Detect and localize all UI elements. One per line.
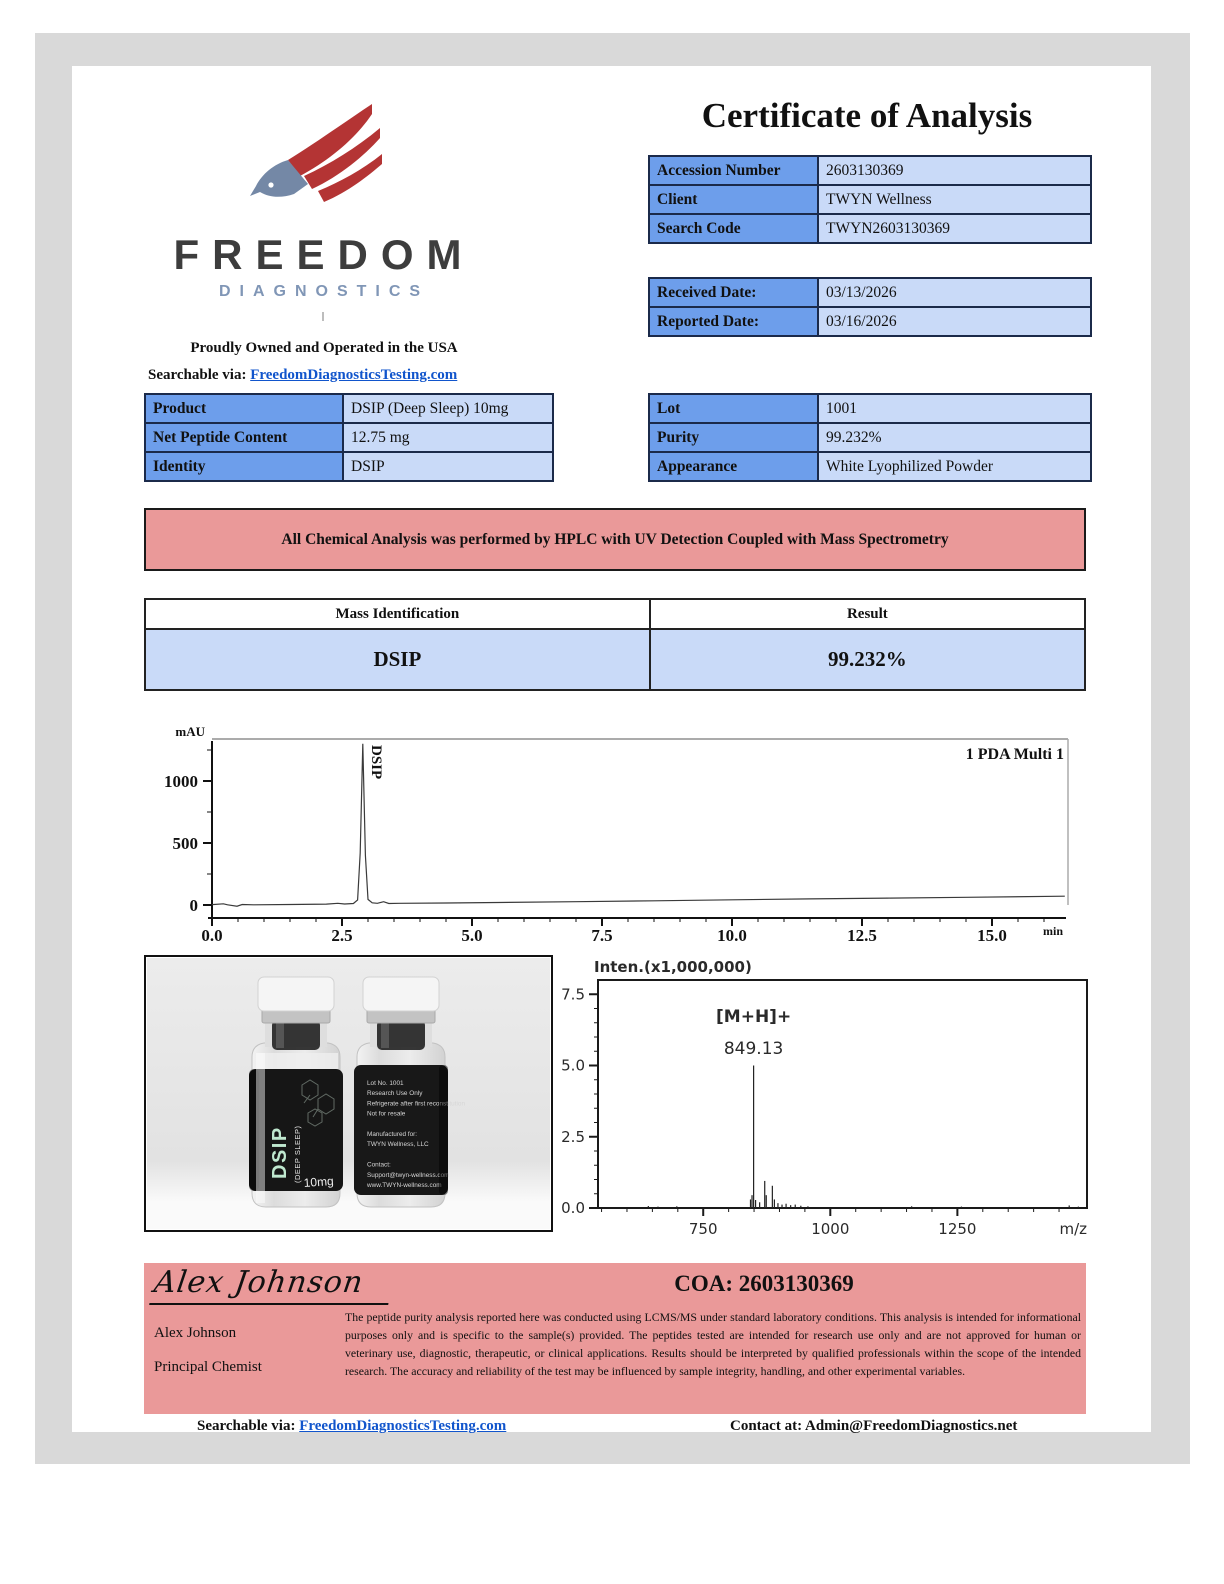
row-value: 99.232% [818,423,1091,452]
vial-back-line: TWYN Wellness, LLC [367,1141,429,1149]
vial-back-line: Contact: [367,1161,391,1169]
table-row [649,423,1091,452]
svg-text:849.13: 849.13 [723,1039,784,1059]
svg-text:2.5: 2.5 [331,926,353,943]
bottom-searchable-label: Searchable via: [197,1418,296,1434]
disclaimer-text: The peptide purity analysis reported here was conducted using LCMS/MS under standard laboratory conditions. This analysis is intended for informational purposes only and is specific to the sample(s) provided. The peptides tested are intended for research use only and are not approved for human or veterinary use, diagnostic, therapeutic, or clinical applications. Results should be interpreted by qualified professionals within the scope of the intended research. The accuracy and reliability of the test may be influenced by sample integrity, handling, and other experimental variables. [345,1310,1081,1378]
row-label: Appearance [649,452,818,481]
row-label: Accession Number [649,156,818,185]
table-row [649,214,1091,243]
product-photo-box [144,955,553,1232]
mass-identification-table [144,598,1086,691]
svg-text:750: 750 [688,1220,718,1238]
logo-subtitle: DIAGNOSTICS [218,283,430,300]
page-title: Certificate of Analysis [701,96,1033,135]
row-value: TWYN2603130369 [818,214,1091,243]
svg-text:0: 0 [189,896,198,915]
svg-text:Inten.(x1,000,000): Inten.(x1,000,000) [594,958,752,976]
table-row [649,394,1091,423]
product-table [144,393,554,482]
logo-wordmark: FREEDOM [173,231,475,278]
row-value: 2603130369 [818,156,1091,185]
row-value: TWYN Wellness [818,185,1091,214]
svg-text:1 PDA Multi 1: 1 PDA Multi 1 [965,746,1064,763]
svg-text:12.5: 12.5 [847,926,877,943]
row-label: Search Code [649,214,818,243]
method-banner: All Chemical Analysis was performed by HPLC with UV Detection Coupled with Mass Spectrometry [144,508,1086,571]
vial-back-line: Manufactured for: [367,1131,418,1138]
svg-text:DSIP: DSIP [367,745,384,780]
svg-text:min: min [1043,924,1064,938]
accession-info-table [648,155,1092,244]
row-value: 12.75 mg [343,423,553,452]
svg-text:10.0: 10.0 [717,926,747,943]
row-value: 1001 [818,394,1091,423]
searchable-line [148,367,457,384]
vial-front [249,977,343,1207]
table-row [649,307,1091,336]
svg-text:500: 500 [172,834,198,853]
divider-tick [322,312,324,321]
row-label: Identity [145,452,343,481]
row-label: Received Date: [649,278,818,307]
svg-text:1250: 1250 [938,1220,977,1238]
coa-number: COA: 2603130369 [674,1271,854,1296]
vial-back-line: www.TWYN-wellness.com [367,1182,442,1189]
table-row [145,423,553,452]
mass-id-header: Mass Identification [145,599,650,629]
svg-text:15.0: 15.0 [977,926,1007,943]
result-header: Result [650,599,1085,629]
searchable-link[interactable]: FreedomDiagnosticsTesting.com [250,367,458,383]
svg-text:5.0: 5.0 [561,1056,585,1075]
table-row [649,185,1091,214]
mass-spectrum-chart [560,950,1100,1250]
hplc-chromatogram-chart [150,715,1090,943]
eagle-logo-icon [244,102,404,224]
table-row [145,394,553,423]
row-label: Lot [649,394,818,423]
vial-front-sub: (DEEP SLEEP) [293,1125,302,1183]
mass-id-value: DSIP [145,629,650,690]
table-row [649,278,1091,307]
bottom-searchable-link[interactable]: FreedomDiagnosticsTesting.com [299,1418,507,1434]
product-vials-photo [146,957,551,1230]
table-row [145,452,553,481]
vial-back-line: Support@twyn-wellness.com [367,1171,450,1179]
row-value: 03/16/2026 [818,307,1091,336]
svg-text:m/z: m/z [1059,1220,1087,1238]
svg-text:1000: 1000 [164,772,198,791]
row-label: Net Peptide Content [145,423,343,452]
row-label: Purity [649,423,818,452]
svg-text:[M+H]+: [M+H]+ [716,1007,792,1027]
table-row [649,156,1091,185]
row-label: Client [649,185,818,214]
vial-front-name: DSIP [269,1126,291,1179]
company-logo [138,102,510,301]
certificate-page [72,66,1151,1432]
row-label: Product [145,394,343,423]
signer-role: Principal Chemist [154,1359,262,1375]
vial-front-dose: 10mg [303,1173,335,1190]
row-value: DSIP (Deep Sleep) 10mg [343,394,553,423]
contact-email: Contact at: Admin@FreedomDiagnostics.net [730,1418,1018,1434]
tagline: Proudly Owned and Operated in the USA [190,340,458,356]
svg-text:1000: 1000 [811,1220,850,1238]
row-value: DSIP [343,452,553,481]
vial-back-line: Research Use Only [367,1090,423,1098]
svg-text:mAU: mAU [175,724,205,739]
table-row [649,452,1091,481]
bottom-searchable [197,1418,506,1435]
vial-back-line: Lot No. 1001 [367,1080,404,1087]
svg-text:5.0: 5.0 [461,926,483,943]
vial-back-line: Not for resale [367,1110,406,1118]
lot-table [648,393,1092,482]
vial-back-line: Refrigerate after first reconstitution [367,1100,466,1108]
svg-text:0.0: 0.0 [201,926,223,943]
svg-text:7.5: 7.5 [591,926,613,943]
signer-name: Alex Johnson [154,1325,237,1341]
result-value: 99.232% [650,629,1085,690]
signature-footer [144,1263,1086,1414]
signature-script: Alex Johnson [149,1265,394,1305]
svg-text:2.5: 2.5 [561,1127,585,1146]
searchable-label: Searchable via: [148,367,247,383]
row-value: White Lyophilized Powder [818,452,1091,481]
row-label: Reported Date: [649,307,818,336]
svg-text:7.5: 7.5 [561,985,585,1004]
dates-table [648,277,1092,337]
row-value: 03/13/2026 [818,278,1091,307]
svg-text:0.0: 0.0 [561,1199,585,1217]
